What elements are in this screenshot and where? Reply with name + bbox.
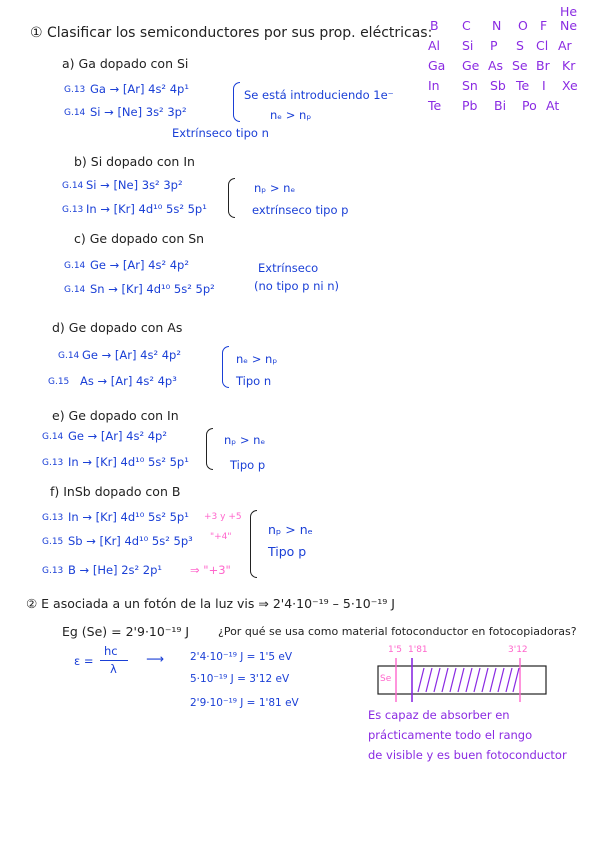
periodic-cell: Cl [536,38,549,53]
conversion-line: 5·10⁻¹⁹ J = 3'12 eV [190,673,290,685]
periodic-cell: Po [522,98,537,113]
diagram-label-1-5: 1'5 [388,645,402,655]
diagram-se-label: Se [380,674,392,684]
electron-config: As → [Ar] 4s² 4p³ [80,374,177,388]
section-c-heading: c) Ge dopado con Sn [74,231,205,246]
note: Extrínseco [258,261,319,275]
answer-line: Es capaz de absorber en [368,708,510,722]
periodic-cell: Sb [490,78,506,93]
electron-config: Si → [Ne] 3s² 3p² [86,178,183,192]
electron-config: In → [Kr] 4d¹⁰ 5s² 5p¹ [68,510,189,524]
group-label: G.13 [42,513,64,523]
arrow-icon: ⟶ [146,651,164,666]
periodic-cell: B [430,18,439,33]
group-label: G.14 [64,261,86,271]
note: nₚ > nₑ [268,522,313,537]
group-label: G.14 [42,432,64,442]
oxidation-state: ⇒ "+3" [190,563,231,577]
section-f-heading: f) InSb dopado con B [50,484,181,499]
note: nₑ > nₚ [236,352,278,366]
periodic-cell: In [428,78,440,93]
range-box [378,666,546,694]
periodic-he: He [560,4,578,19]
note: Se está introduciendo 1e⁻ [244,88,394,102]
group-label: G.14 [62,181,84,191]
note: nₚ > nₑ [224,433,266,447]
periodic-cell: Sn [462,78,478,93]
question-2-prompt: ¿Por qué se usa como material fotoconductor en fotocopiadoras? [218,625,577,638]
question-1-title: ① Clasificar los semiconductores por sus prop. eléctricas: [30,25,433,41]
electron-config: In → [Kr] 4d¹⁰ 5s² 5p¹ [68,455,189,469]
periodic-cell: Pb [462,98,478,113]
electron-config: Ge → [Ar] 4s² 4p² [82,348,181,362]
periodic-cell: Te [428,98,442,113]
answer-line: de visible y es buen fotoconductor [368,748,567,762]
periodic-cell: Te [516,78,530,93]
electron-config: Sn → [Kr] 4d¹⁰ 5s² 5p² [90,282,215,296]
oxidation-state: +3 y +5 [204,512,242,522]
periodic-cell: At [546,98,560,113]
note: (no tipo p ni n) [254,279,340,293]
note: Tipo n [236,374,272,388]
periodic-cell: F [540,18,548,33]
periodic-cell: I [542,78,546,93]
diagram-label-1-81: 1'81 [408,645,428,655]
group-label: G.13 [64,85,86,95]
section-a-heading: a) Ga dopado con Si [62,56,189,71]
conversion-line: 2'4·10⁻¹⁹ J = 1'5 eV [190,651,293,663]
conversion-line: 2'9·10⁻¹⁹ J = 1'81 eV [190,697,299,709]
absorption-hatch [418,668,519,692]
periodic-cell: Se [512,58,528,73]
periodic-cell: P [490,38,498,53]
group-label: G.13 [42,458,64,468]
oxidation-state: "+4" [210,532,232,542]
electron-config: Ge → [Ar] 4s² 4p² [68,429,167,443]
group-label: G.15 [48,377,70,387]
group-label: G.14 [64,108,86,118]
note: extrínseco tipo p [252,203,349,217]
electron-config: Sb → [Kr] 4d¹⁰ 5s² 5p³ [68,534,193,548]
note: nₚ > nₑ [254,181,296,195]
section-d-heading: d) Ge dopado con As [52,320,183,335]
group-label: G.15 [42,537,64,547]
periodic-cell: Ar [558,38,572,53]
periodic-cell: Ga [428,58,446,73]
periodic-cell: C [462,18,471,33]
note: Tipo p [230,458,266,472]
group-label: G.14 [58,351,80,361]
periodic-cell: Si [462,38,474,53]
periodic-cell: N [492,18,502,33]
energy-formula-lhs: ε = [74,654,94,668]
group-label: G.13 [62,205,84,215]
group-label: G.14 [64,285,86,295]
periodic-cell: Ge [462,58,480,73]
note: Tipo p [268,544,307,559]
question-2-statement: ② E asociada a un fotón de la luz vis ⇒ 2'4·10⁻¹⁹ – 5·10⁻¹⁹ J [26,596,395,611]
periodic-cell: As [488,58,504,73]
diagram-label-3-12: 3'12 [508,645,528,655]
electron-config: B → [He] 2s² 2p¹ [68,563,162,577]
group-label: G.13 [42,566,64,576]
electron-config: In → [Kr] 4d¹⁰ 5s² 5p¹ [86,202,207,216]
periodic-cell: Xe [562,78,578,93]
note: nₑ > nₚ [270,108,312,122]
periodic-cell: Kr [562,58,576,73]
electron-config: Ge → [Ar] 4s² 4p² [90,258,189,272]
section-e-heading: e) Ge dopado con In [52,408,179,423]
periodic-cell: Al [428,38,441,53]
energy-formula-den: λ [110,662,117,676]
periodic-cell: Br [536,58,550,73]
periodic-cell: S [516,38,524,53]
band-gap-se: Eg (Se) = 2'9·10⁻¹⁹ J [62,624,190,639]
periodic-cell: Ne [560,18,578,33]
electron-config: Si → [Ne] 3s² 3p² [90,105,187,119]
note: Extrínseco tipo n [172,126,269,140]
answer-line: prácticamente todo el rango [368,728,533,742]
periodic-cell: O [518,18,528,33]
section-b-heading: b) Si dopado con In [74,154,195,169]
energy-formula-num: hc [104,644,118,658]
periodic-cell: Bi [494,98,507,113]
electron-config: Ga → [Ar] 4s² 4p¹ [90,82,189,96]
